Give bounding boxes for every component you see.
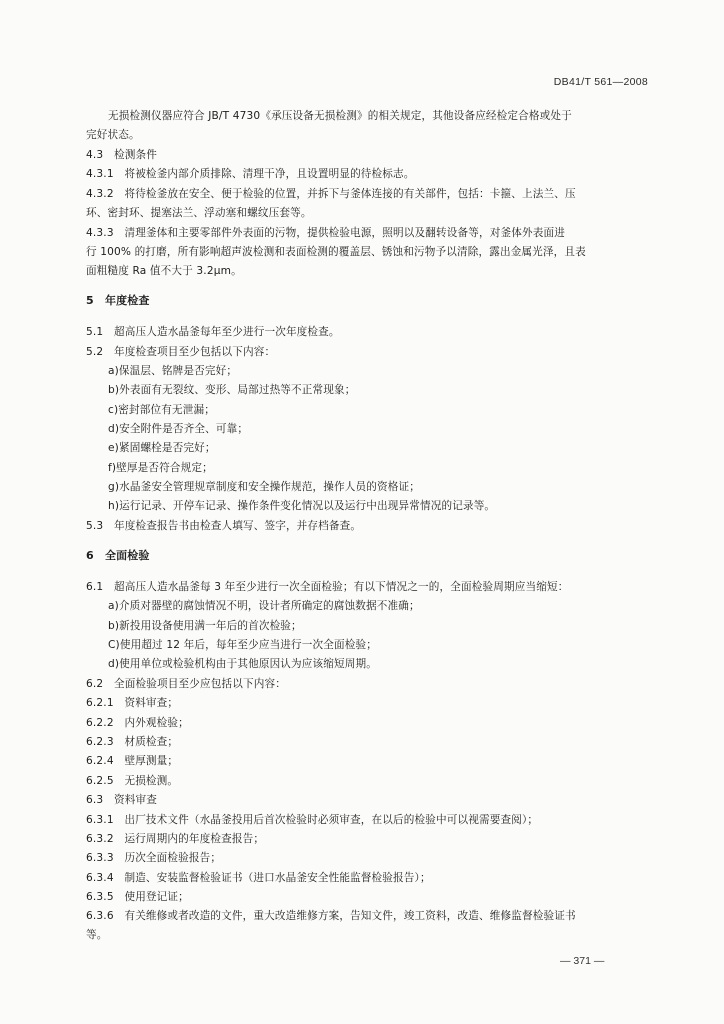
text-line: 行 100% 的打磨，所有影响超声波检测和表面检测的覆盖层、锈蚀和污物予以清除，露出金属光泽，且表	[86, 246, 586, 258]
text-line: 6.2.5 无损检测。	[86, 775, 179, 787]
text-line: 6.2 全面检验项目至少应包括以下内容：	[86, 678, 286, 690]
text-line: 6.2.2 内外观检验；	[86, 717, 189, 729]
text-line: 5.2 年度检查项目至少包括以下内容：	[86, 346, 276, 358]
text-line: 5.3 年度检查报告书由检查人填写、签字，并存档备查。	[86, 520, 362, 532]
list-item: d)使用单位或检验机构由于其他原因认为应该缩短周期。	[108, 658, 378, 670]
list-item: f)壁厚是否符合规定；	[108, 462, 213, 474]
list-item: g)水晶釜安全管理规章制度和安全操作规范，操作人员的资格证；	[108, 481, 420, 493]
text-line: 6.3.3 历次全面检验报告；	[86, 852, 222, 864]
list-item: C)使用超过 12 年后，每年至少应当进行一次全面检验；	[108, 639, 378, 651]
list-item: h)运行记录、开停车记录、操作条件变化情况以及运行中出现异常情况的记录等。	[108, 500, 496, 512]
list-item: e)紧固螺栓是否完好；	[108, 442, 216, 454]
text-line: 6.3.6 有关维修或者改造的文件，重大改造维修方案，告知文件，竣工资料，改造、维修监督检验证书	[86, 910, 576, 922]
section-heading: 5 年度检查	[86, 294, 150, 307]
standard-code: DB41/T 561—2008	[553, 76, 648, 88]
text-line: 6.2.3 材质检查；	[86, 736, 179, 748]
text-line: 6.3.2 运行周期内的年度检查报告；	[86, 833, 265, 845]
list-item: b)新投用设备使用满一年后的首次检验；	[108, 620, 302, 632]
text-line: 等。	[86, 929, 108, 941]
text-line: 6.3.5 使用登记证；	[86, 891, 189, 903]
list-item: c)密封部位有无泄漏；	[108, 404, 215, 416]
text-line: 面粗糙度 Ra 值不大于 3.2μm。	[86, 265, 242, 277]
list-item: b)外表面有无裂纹、变形、局部过热等不正常现象；	[108, 384, 356, 396]
text-line: 环、密封环、提塞法兰、浮动塞和螺纹压套等。	[86, 207, 312, 219]
page-number: — 371 —	[560, 955, 605, 967]
text-line: 6.2.1 资料审查；	[86, 697, 179, 709]
text-line: 4.3.1 将被检釜内部介质排除、清理干净，且设置明显的待检标志。	[86, 168, 415, 180]
clause-heading: 4.3 检测条件	[86, 149, 158, 161]
list-item: d)安全附件是否齐全、可靠；	[108, 423, 249, 435]
section-heading: 6 全面检验	[86, 549, 150, 562]
list-item: a)保温层、铭牌是否完好；	[108, 365, 238, 377]
clause-heading: 6.3 资料审查	[86, 794, 158, 806]
text-line: 6.3.1 出厂技术文件（水晶釜投用后首次检验时必须审查，在以后的检验中可以视需要查阅）；	[86, 814, 539, 826]
text-line: 5.1 超高压人造水晶釜每年至少进行一次年度检查。	[86, 326, 340, 338]
text-line: 完好状态。	[86, 129, 140, 141]
list-item: a)介质对器壁的腐蚀情况不明，设计者所确定的腐蚀数据不准确；	[108, 600, 420, 612]
text-line: 4.3.2 将待检釜放在安全、便于检验的位置，并拆下与釜体连接的有关部件，包括：卡箍、上法兰、压	[86, 188, 576, 200]
text-line: 4.3.3 清理釜体和主要零部件外表面的污物，提供检验电源，照明以及翻转设备等，对釜体外表面进	[86, 227, 565, 239]
text-line: 6.2.4 壁厚测量；	[86, 755, 179, 767]
text-line: 6.1 超高压人造水晶釜每 3 年至少进行一次全面检验；有以下情况之一的，全面检验周期应当缩短：	[86, 581, 569, 593]
text-line: 6.3.4 制造、安装监督检验证书（进口水晶釜安全性能监督检验报告）；	[86, 872, 431, 884]
text-line: 无损检测仪器应符合 JB/T 4730《承压设备无损检测》的相关规定，其他设备应经检定合格或处于	[108, 110, 572, 122]
